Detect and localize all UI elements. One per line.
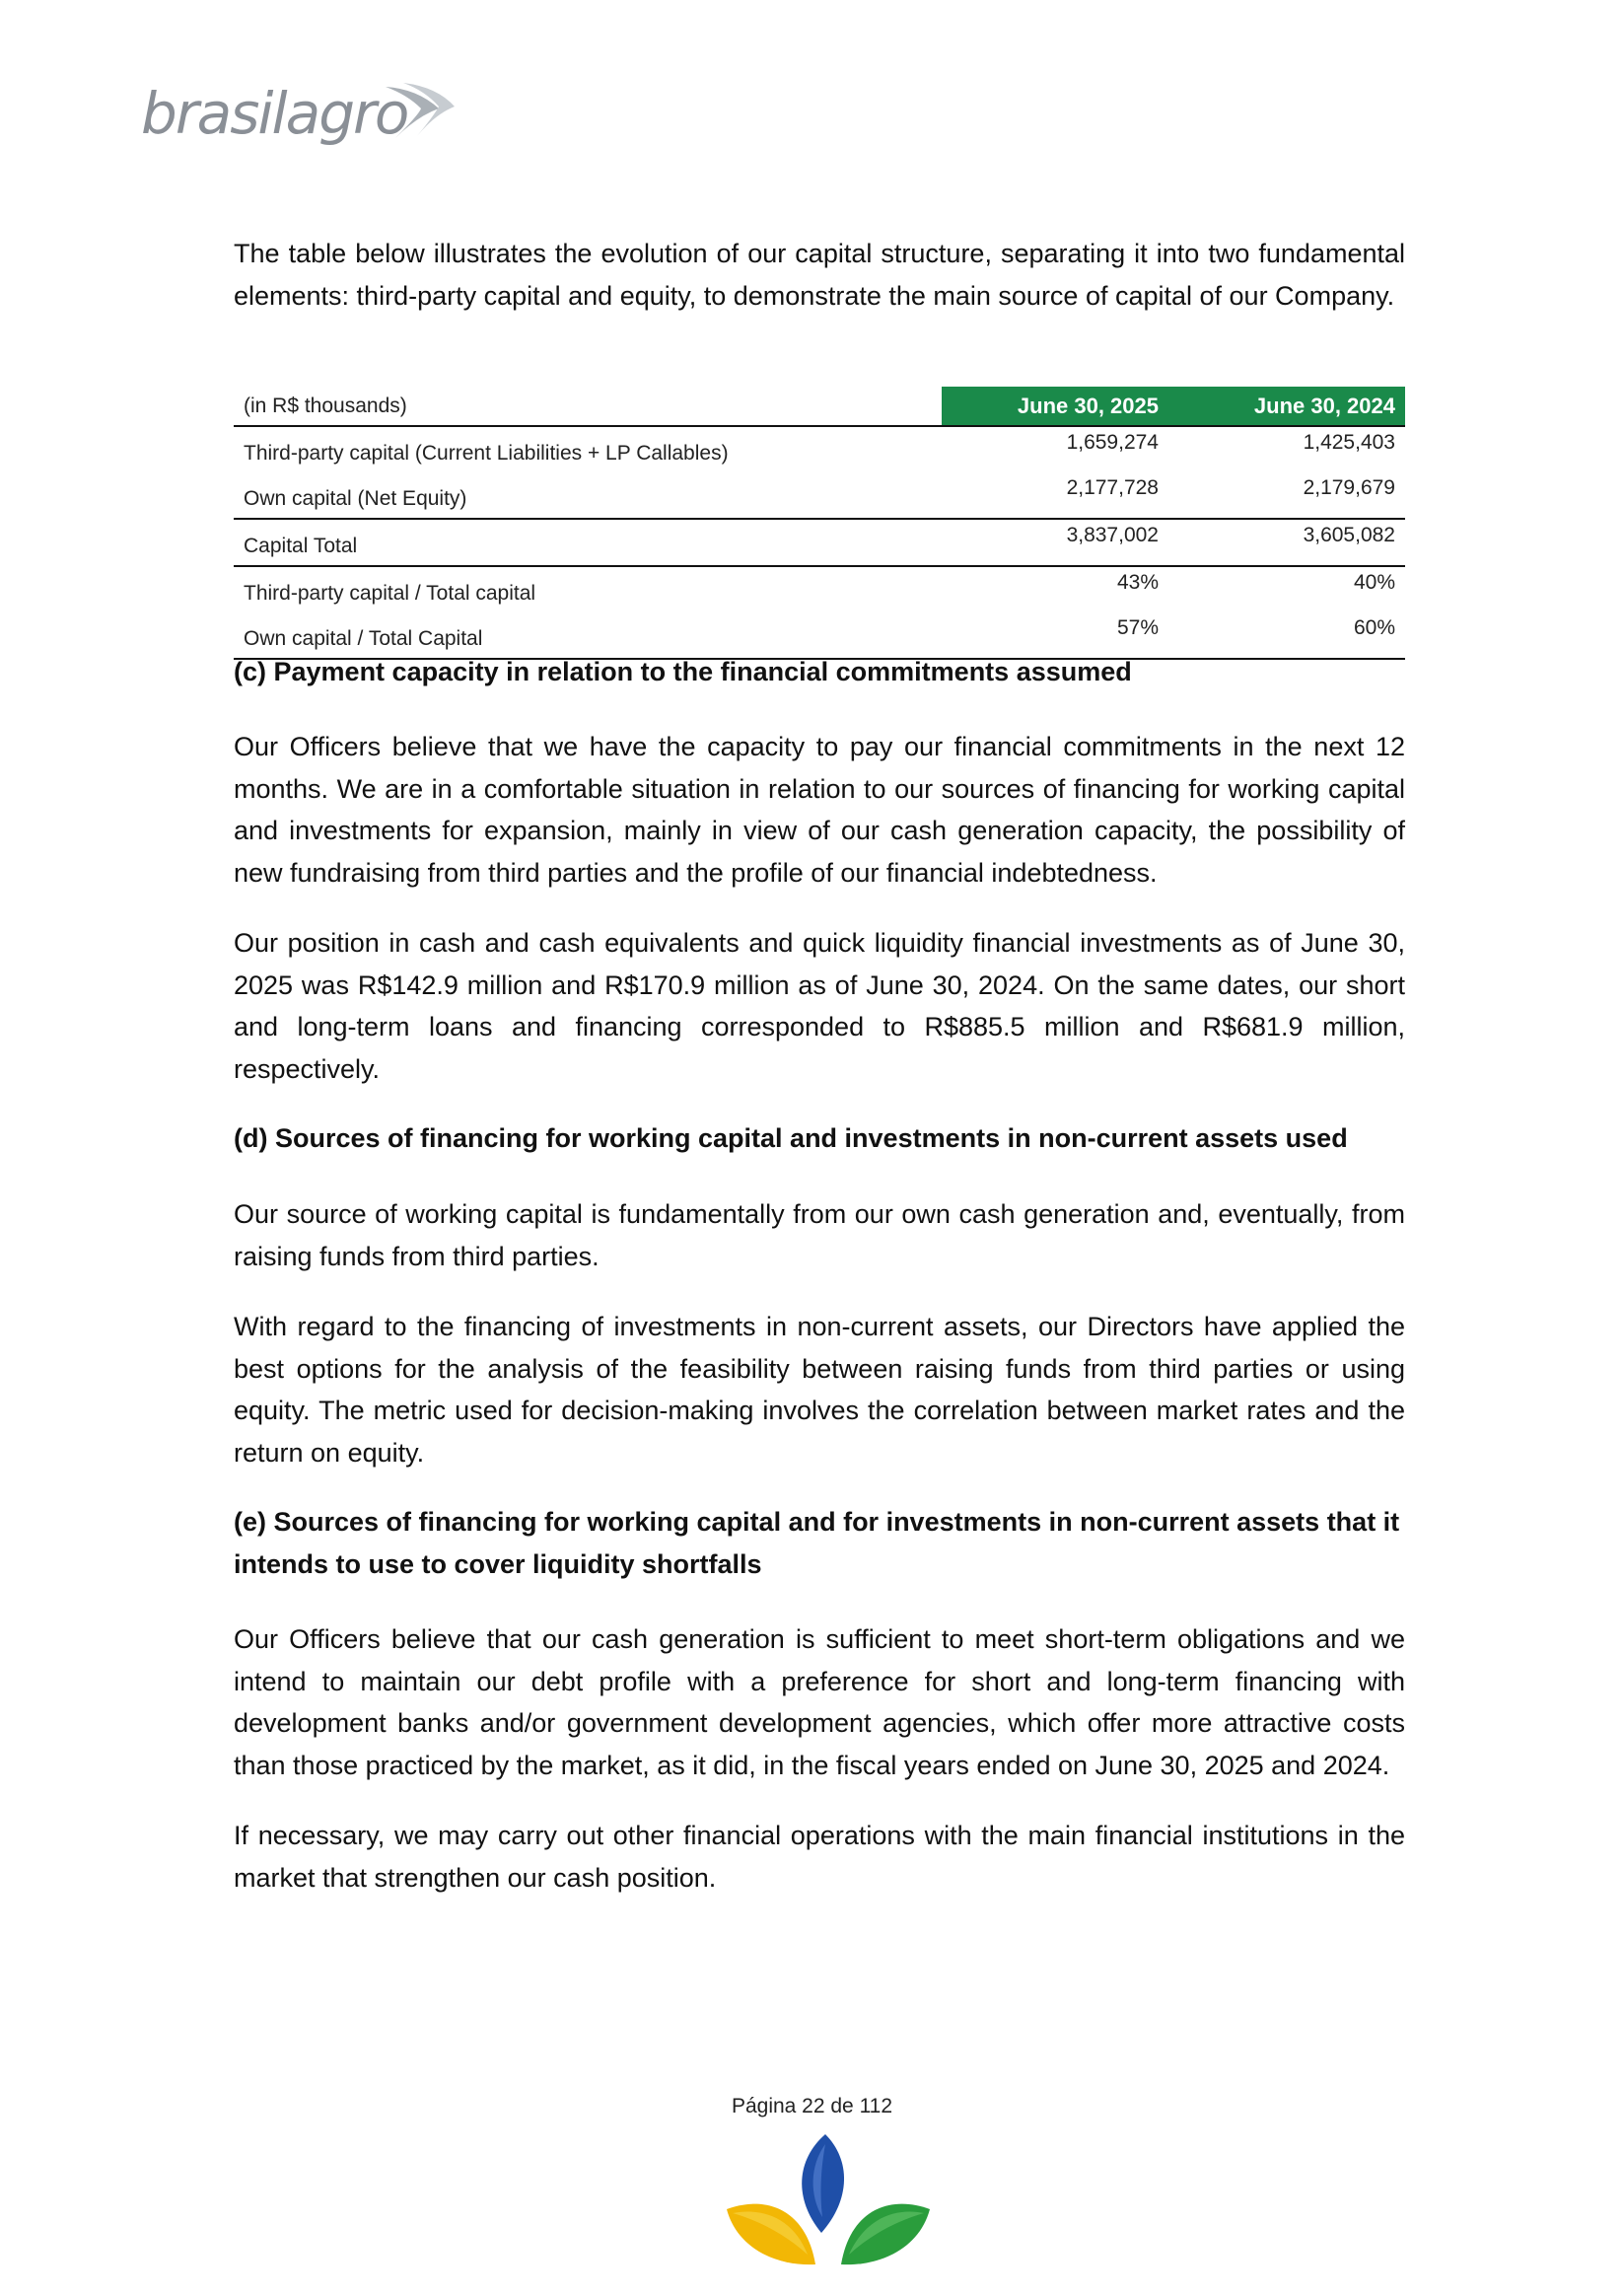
leaves-logo-icon: [725, 2130, 932, 2268]
table-row: [234, 472, 1405, 519]
brasilagro-logo: [141, 69, 457, 158]
row-label: Third-party capital (Current Liabilities + LP Callables): [244, 442, 729, 465]
table-row: [234, 566, 1405, 612]
section-e-heading: (e) Sources of financing for working capital and for investments in non-current assets that it intends to use to cover liquidity shortfalls: [234, 1507, 1400, 1579]
row-label: Own capital (Net Equity): [234, 472, 942, 519]
row-label: Capital Total: [234, 519, 942, 566]
section-e-paragraph-1: Our Officers believe that our cash generation is sufficient to meet short-term obligations and we intend to maintain our debt profile with a preference for short and long-term financing with development banks and/or government development agencies, which offer more attractive costs than those practiced by the market, as it did, in the fiscal years ended on June 30, 2025 and 2024.: [234, 1624, 1405, 1780]
column-header-2024: June 30, 2024: [1168, 387, 1405, 426]
column-header-2025: June 30, 2025: [942, 387, 1168, 426]
section-c-paragraph-2: Our position in cash and cash equivalents and quick liquidity financial investments as of June 30, 2025 was R$142.9 million and R$170.9 million as of June 30, 2024. On the same dates, our short and long-term loans and financing corresponded to R$885.5 million and R$681.9 million, respectively.: [234, 928, 1405, 1084]
section-d-paragraph-2: With regard to the financing of investments in non-current assets, our Directors have applied the best options for the analysis of the feasibility between raising funds from third parties or using equity. The metric used for decision-making involves the correlation between market rates and the return on equity.: [234, 1312, 1405, 1468]
value-2024: 40%: [1353, 571, 1395, 594]
value-2025: 3,837,002: [942, 519, 1168, 566]
intro-paragraph: The table below illustrates the evolution of our capital structure, separating it into two fundamental elements: third-party capital and equity, to demonstrate the main source of capital of our Company.: [234, 239, 1405, 311]
value-2024: 3,605,082: [1168, 519, 1405, 566]
logo-chevron-icon: [378, 79, 457, 148]
table-row-total: [234, 519, 1405, 566]
page-number: Página 22 de 112: [731, 2095, 893, 2117]
value-2025: 1,659,274: [1066, 431, 1159, 454]
table-row: [234, 426, 1405, 472]
value-2025: 43%: [1116, 571, 1159, 594]
value-2025: 57%: [942, 612, 1168, 659]
section-d-paragraph-1: Our source of working capital is fundamentally from our own cash generation and, eventually, from raising funds from third parties.: [234, 1199, 1405, 1271]
value-2024: 1,425,403: [1303, 431, 1395, 454]
capital-structure-table: [234, 387, 1405, 660]
value-2025: 2,177,728: [942, 472, 1168, 519]
section-e-paragraph-2: If necessary, we may carry out other financial operations with the main financial institutions in the market that strengthen our cash position.: [234, 1821, 1405, 1893]
section-c-heading: (c) Payment capacity in relation to the financial commitments assumed: [234, 657, 1132, 686]
unit-label: (in R$ thousands): [234, 387, 942, 426]
value-2024: 60%: [1168, 612, 1405, 659]
row-label: Own capital / Total Capital: [234, 612, 942, 659]
value-2024: 2,179,679: [1168, 472, 1405, 519]
section-c-paragraph-1: Our Officers believe that we have the capacity to pay our financial commitments in the next 12 months. We are in a comfortable situation in relation to our sources of financing for working capital and investments for expansion, mainly in view of our cash generation capacity, the possibility of new fundraising from third parties and the profile of our financial indebtedness.: [234, 732, 1405, 888]
section-d-heading: (d) Sources of financing for working capital and investments in non-current assets used: [234, 1123, 1348, 1153]
table-header-row: [234, 387, 1405, 426]
logo-wordmark: brasilagro: [141, 80, 408, 147]
row-label: Third-party capital / Total capital: [244, 582, 536, 605]
